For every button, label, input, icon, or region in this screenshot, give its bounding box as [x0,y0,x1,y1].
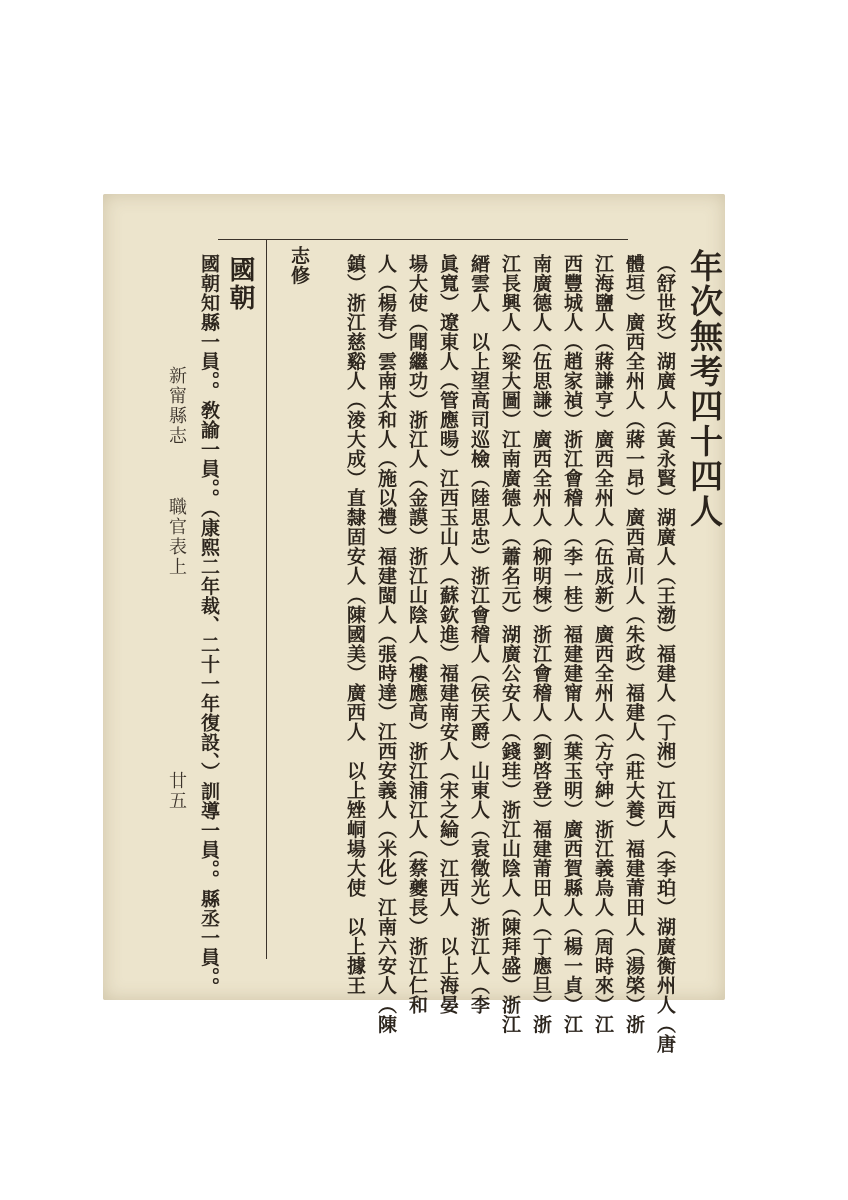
chapter-title: 職官表上 [166,497,187,577]
text-column: 江長興人（梁大圖）江南廣德人（蕭名元）湖廣公安人（錢珪）浙江山陰人（陳拜盛）浙江 [499,254,521,1034]
text-column: 場大使（聞繼功）浙江人（金謨）浙江山陰人（樓應高）浙江浦江人（蔡夔長）浙江仁和 [406,254,428,1015]
text-column: 江海鹽人（蔣謙亨）廣西全州人（伍成新）廣西全州人（方守紳）浙江義烏人（周時來）江 [592,254,614,1034]
divider-rule [266,239,267,959]
text-column: 西豐城人（趙家禎）浙江會稽人（李一桂）福建建甯人（葉玉明）廣西賀縣人（楊一貞）江 [561,254,583,1034]
dynasty-text: 國朝知縣一員。。敎諭一員。。（康熙二年裁、二十一年復設、）訓導一員。。縣丞一員。。 [198,254,220,997]
text-column: 體垣）廣西全州人（蔣一昂）廣西高川人（朱政）福建人（莊大養）福建莆田人（湯棨）浙 [623,254,645,1034]
page-number: 廿五 [166,771,187,811]
text-column: 人（楊春）雲南太和人（施以禮）福建閩人（張時達）江西安義人（米化）江南六安人（陳 [375,254,397,1034]
text-column: 南廣德人（伍思謙）廣西全州人（柳明棟）浙江會稽人（劉啓登）福建莆田人（丁應旦）浙 [530,254,552,1034]
dynasty-heading: 國朝 [225,256,255,312]
book-page [103,194,725,1054]
book-title: 新甯縣志 [166,366,187,446]
text-column: 眞寬）遼東人（管應暘）江西玉山人（蘇欽進）福建南安人（宋之綸）江西人 以上海晏 [437,254,459,1015]
text-column: 縉雲人 以上望高司巡檢（陸思忠）浙江會稽人（侯天爵）山東人（袁徵光）浙江人（李 [468,254,490,1015]
top-rule [218,239,628,240]
text-column: （舒世玫）湖廣人（黃永賢）湖廣人（王渤）福建人（丁湘）江西人（李珀）湖廣衡州人（唐 [654,254,676,1054]
text-column: 志修 [288,246,310,285]
text-column: 鎮）浙江慈谿人（淩大成）直隸固安人（陳國美）廣西人 以上矬峒場大使 以上據王 [344,254,366,995]
section-heading: 年次無考四十四人 [685,249,724,529]
